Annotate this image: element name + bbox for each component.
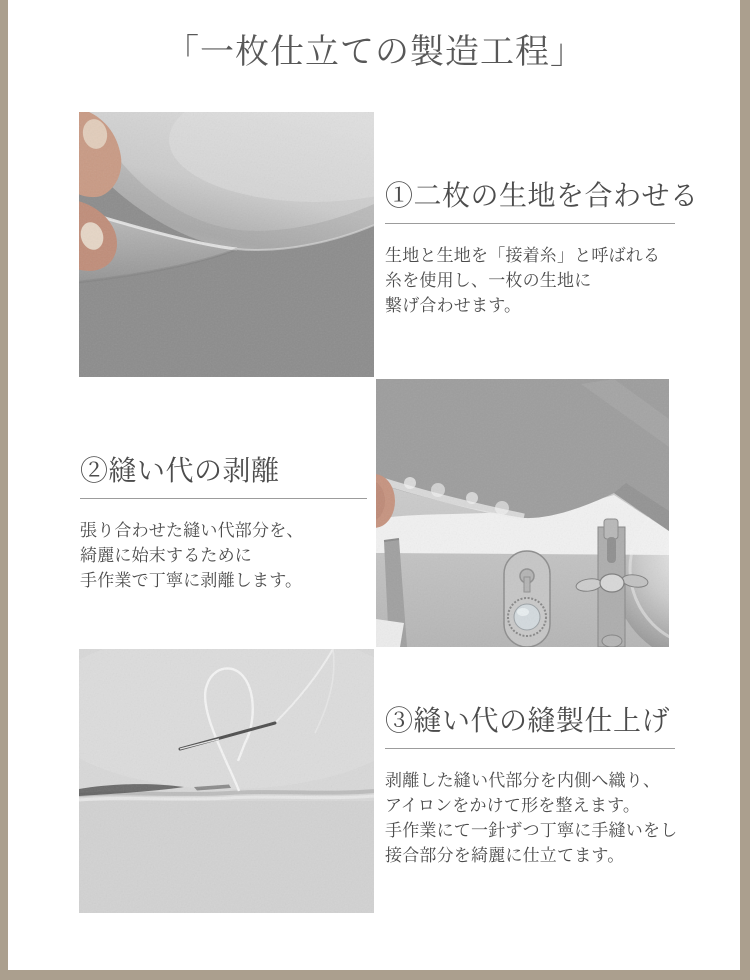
page-border-bottom	[0, 970, 750, 980]
page-title: 「一枚仕立ての製造工程」	[165, 34, 585, 71]
page-border-left	[0, 0, 8, 980]
description-line: 糸を使用し、一枚の生地に	[385, 271, 592, 290]
description-line: 剥離した縫い代部分を内側へ織り、	[385, 771, 661, 790]
seam-peeling-illustration	[376, 379, 669, 647]
description-line: アイロンをかけて形を整えます。	[385, 796, 641, 815]
fabric-bonding-photo	[79, 112, 374, 377]
heading-divider	[385, 748, 675, 749]
fabric-bonding-illustration	[79, 112, 374, 377]
description-line: 接合部分を綺麗に仕立てます。	[385, 846, 625, 865]
step-3-heading: ③縫い代の縫製仕上げ	[385, 706, 671, 737]
step-1-description	[385, 243, 675, 318]
heading-divider	[80, 498, 367, 499]
page-border-right	[740, 0, 750, 980]
step-1-heading: ①二枚の生地を合わせる	[385, 181, 699, 212]
description-line: 繋げ合わせます。	[385, 296, 522, 315]
description-line: 綺麗に始末するために	[80, 546, 252, 565]
hand-sewing-photo	[79, 649, 374, 913]
description-line: 張り合わせた縫い代部分を、	[80, 521, 304, 540]
step-2-description	[80, 518, 367, 593]
step-3-text	[385, 704, 678, 868]
heading-divider	[385, 223, 675, 224]
step-2-heading: ②縫い代の剥離	[80, 456, 280, 487]
description-line: 生地と生地を「接着糸」と呼ばれる	[385, 246, 661, 265]
hand-sewing-illustration	[79, 649, 374, 913]
seam-peeling-photo	[376, 379, 669, 647]
description-line: 手作業で丁寧に剥離します。	[80, 571, 303, 590]
step-2-text	[80, 454, 367, 593]
description-line: 手作業にて一針ずつ丁寧に手縫いをし	[385, 821, 678, 840]
step-1-text	[385, 179, 699, 318]
step-3-description	[385, 768, 678, 868]
